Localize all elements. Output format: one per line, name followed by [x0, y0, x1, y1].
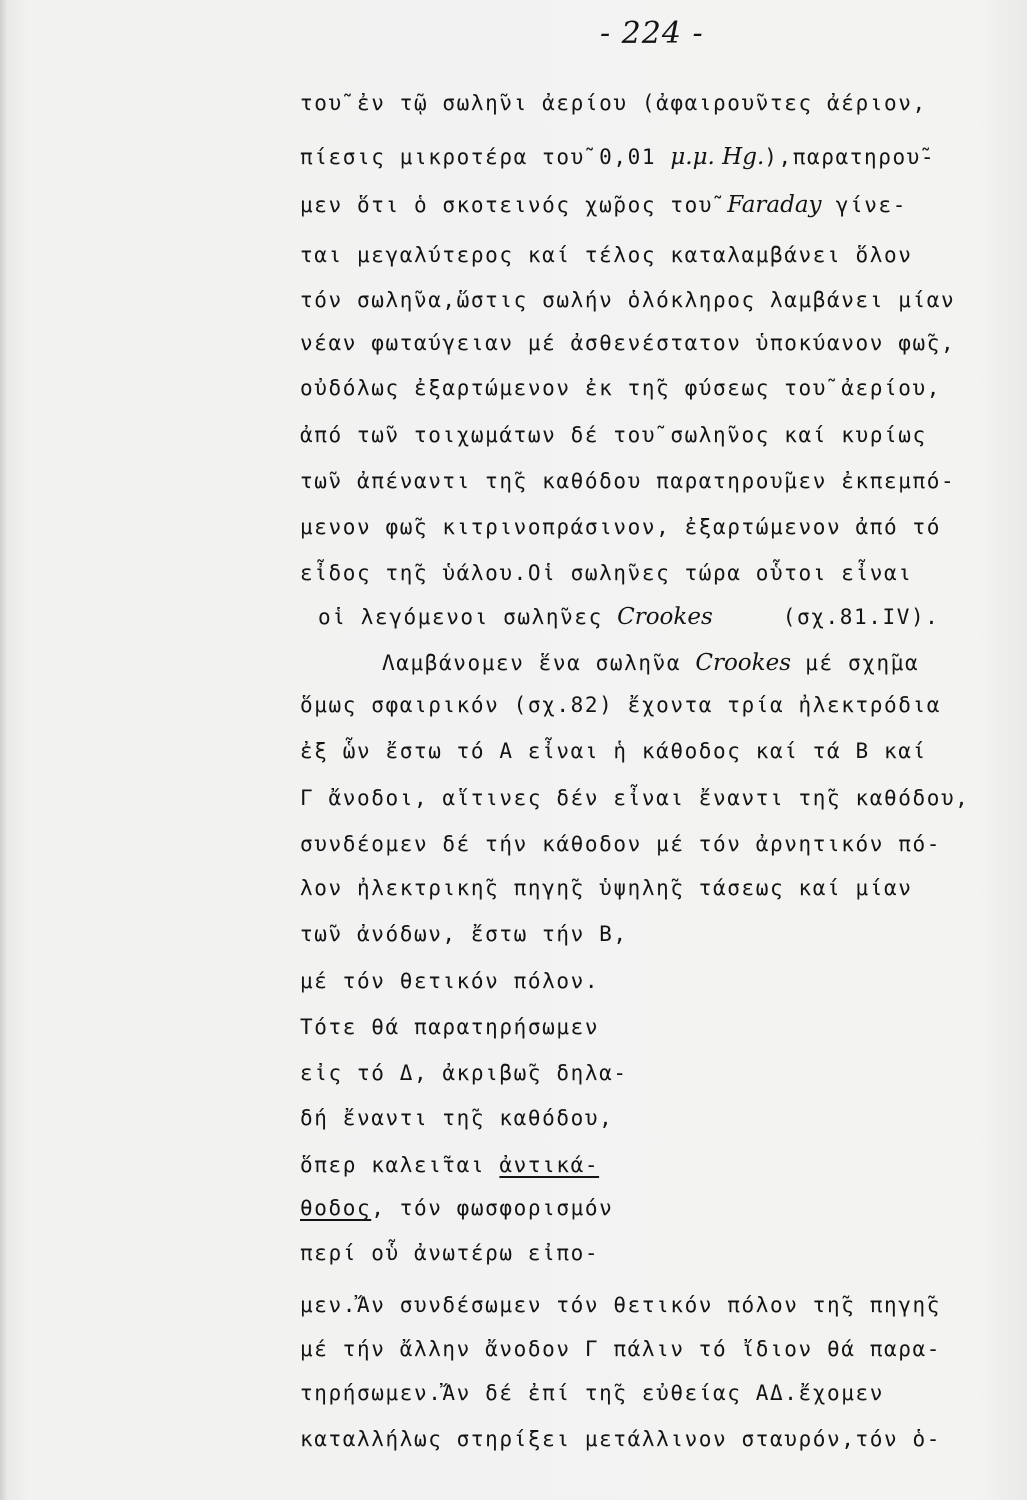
text-line	[318, 602, 939, 632]
text-line: τω̃ν ἀπέναντι τη̃ς καθόδου παρατηρου̃μεν ἐκπεμπό-	[300, 469, 956, 493]
handwritten-name: Crookes	[617, 604, 713, 630]
handwritten-name: Crookes	[695, 650, 791, 676]
text-line	[300, 142, 935, 172]
text-line: ὅμως σφαιρικόν (σχ.82) ἔχοντα τρία ἠλεκτρόδια	[300, 693, 941, 717]
line-text: οἱ λεγόμενοι σωλη̃νες	[318, 605, 618, 629]
text-line: Τότε θά παρατηρήσωμεν	[300, 1015, 600, 1039]
text-line: οὐδόλως ἐξαρτώμενον ἐκ τη̃ς φύσεως του̃ ἀερίου,	[300, 376, 941, 400]
text-line: λον ἠλεκτρικη̃ς πηγη̃ς ὑψηλη̃ς τάσεως καί μίαν	[300, 876, 913, 900]
line-text: ),παρατηρου̃-	[764, 145, 936, 169]
text-line	[300, 1193, 613, 1223]
text-line: νέαν φωταύγειαν μέ ἀσθενέστατον ὑποκύανον φω̃ς,	[300, 331, 956, 355]
text-line: ἐξ ὧν ἔστω τό Α εἶναι ἡ κάθοδος καί τά Β καί	[300, 739, 927, 763]
text-line: του̃ ἐν τῷ σωλη̃νι ἀερίου (ἀφαιρου̃ντες ἀέριον,	[300, 91, 927, 115]
underlined-term: θοδος	[300, 1196, 372, 1220]
underlined-term: ἀντικά-	[499, 1153, 600, 1177]
text-line: τω̃ν ἀνόδων, ἔστω τήν Β,	[300, 922, 628, 946]
page-number: - 224 -	[600, 16, 704, 51]
text-line: μεν.Ἄν συνδέσωμεν τόν θετικόν πόλον τη̃ς πηγη̃ς	[300, 1293, 941, 1317]
line-text: (σχ.81.IV).	[782, 605, 940, 629]
text-line: ται μεγαλύτερος καί τέλος καταλαμβάνει ὅλον	[300, 243, 913, 267]
text-line: Γ ἄνοδοι, αἵτινες δέν εἶναι ἔναντι τη̃ς καθόδου,	[300, 786, 970, 810]
line-text: μέ σχη̃μα	[791, 651, 920, 675]
line-text: Λαμβάνομεν ἕνα σωλη̃να	[382, 651, 696, 675]
text-line: μέ τήν ἄλλην ἄνοδον Γ πάλιν τό ἴδιον θά παρα-	[300, 1337, 941, 1361]
page-binding-edge	[0, 0, 8, 1500]
text-line: δή ἔναντι τη̃ς καθόδου,	[300, 1106, 614, 1130]
text-line	[300, 190, 907, 220]
line-text: ὅπερ καλει̃ται	[300, 1153, 500, 1177]
text-line: εἰς τό Δ, ἀκριβω̃ς δηλα-	[300, 1061, 628, 1085]
text-line	[300, 1150, 599, 1180]
text-line: τόν σωλη̃να,ὥστις σωλήν ὁλόκληρος λαμβάνει μίαν	[300, 288, 956, 312]
line-text: μεν ὅτι ὁ σκοτεινός χω̃ρος του̃	[300, 193, 728, 217]
text-line	[382, 648, 919, 678]
text-line: περί οὗ ἀνωτέρω εἰπο-	[300, 1241, 600, 1265]
text-line: μέ τόν θετικόν πόλον.	[300, 969, 600, 993]
handwritten-name: Faraday	[727, 192, 822, 218]
handwritten-unit: μ.μ. Hg.	[670, 144, 765, 170]
line-text: , τόν φωσφορισμόν	[371, 1196, 614, 1220]
text-line: ἀπό τω̃ν τοιχωμάτων δέ του̃ σωλη̃νος καί κυρίως	[300, 423, 927, 447]
text-line: συνδέομεν δέ τήν κάθοδον μέ τόν ἀρνητικόν πό-	[300, 832, 941, 856]
text-line: τηρήσωμεν.Ἄν δέ ἐπί τη̃ς εὐθείας ΑΔ.ἔχομεν	[300, 1381, 884, 1405]
line-text: γίνε-	[821, 193, 908, 217]
text-line: μενον φω̃ς κιτρινοπράσινον, ἐξαρτώμενον ἀπό τό	[300, 515, 941, 539]
line-text: πίεσις μικροτέρα του̃ 0,01	[300, 145, 671, 169]
text-line: καταλλήλως στηρίξει μετάλλινον σταυρόν,τόν ὁ-	[300, 1427, 941, 1451]
text-line: εἶδος τη̃ς ὑάλου.Οἱ σωλη̃νες τώρα οὗτοι εἶναι	[300, 561, 913, 585]
